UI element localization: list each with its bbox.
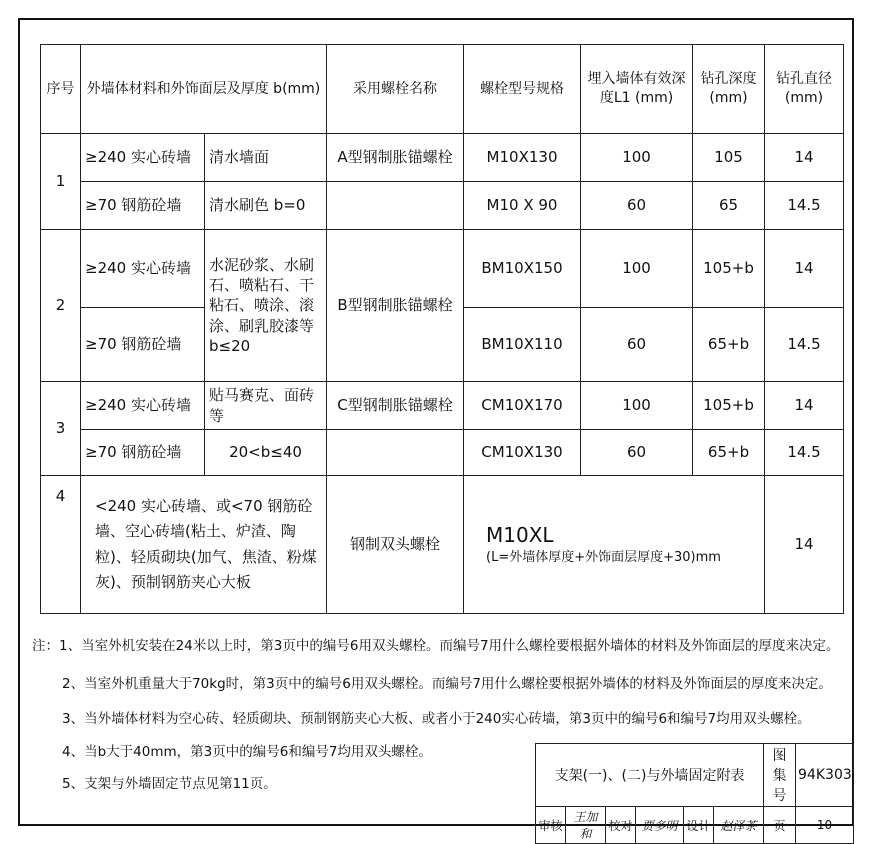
table-row: [41, 134, 844, 182]
note-1: 注：1、当室外机安装在24米以上时，第3页中的编号6用双头螺栓。而编号7用什么螺栓要根据外墙体的材料及外饰面层的厚度来决定。: [32, 638, 840, 654]
table-row: [41, 430, 844, 476]
drill-depth: 65+b: [693, 430, 765, 476]
row-seq: 2: [41, 230, 81, 382]
drill-dia: 14.5: [765, 182, 844, 230]
bolt-spec: M10XL: [486, 523, 554, 548]
header-bolt-spec: 螺栓型号规格: [464, 45, 581, 134]
atlas-number: 94K303: [796, 744, 854, 807]
design-signature: 赵泽茶: [714, 807, 764, 844]
note-3: 3、当外墙体材料为空心砖、轻质砌块、预制钢筋夹心大板、或者小于240实心砖墙，第3页中的编号6和编号7均用双头螺栓。: [62, 711, 811, 727]
bolt-spec: CM10X170: [464, 382, 581, 430]
drill-depth: 65+b: [693, 308, 765, 382]
note-5: 5、支架与外墙固定节点见第11页。: [62, 776, 277, 792]
bolt-spec: M10 X 90: [464, 182, 581, 230]
table-row: [41, 476, 844, 614]
atlas-label: 图集号: [764, 744, 796, 807]
page-label: 页: [764, 807, 796, 844]
finish-layer: 20<b≤40: [205, 430, 327, 476]
drill-dia: 14: [765, 134, 844, 182]
embed-depth: 60: [581, 182, 693, 230]
row-seq: 1: [41, 134, 81, 230]
title-block: [535, 743, 854, 844]
drill-dia: 14.5: [765, 430, 844, 476]
header-row: [41, 45, 844, 134]
review-label: 审核: [536, 807, 566, 844]
finish-layer: 水泥砂浆、水刷石、喷粘石、干粘石、喷涂、滚涂、刷乳胶漆等 b≤20: [205, 230, 327, 382]
finish-layer: 贴马赛克、面砖等: [205, 382, 327, 430]
drill-dia: 14: [765, 382, 844, 430]
wall-material: <240 实心砖墙、或<70 钢筋砼墙、空心砖墙(粘土、炉渣、陶粒)、轻质砌块(加气、焦渣、粉煤灰)、预制钢筋夹心大板: [81, 476, 327, 614]
drill-dia: 14: [765, 230, 844, 308]
embed-depth: 100: [581, 382, 693, 430]
header-embed-depth: 埋入墙体有效深度L1 (mm): [581, 45, 693, 134]
bolt-spec-formula: (L=外墙体厚度+外饰面层厚度+30)mm: [486, 550, 721, 566]
note-2: 2、当室外机重量大于70kg时，第3页中的编号6用双头螺栓。而编号7用什么螺栓要根据外墙体的材料及外饰面层的厚度来决定。: [62, 676, 832, 692]
note-4: 4、当b大于40mm，第3页中的编号6和编号7均用双头螺栓。: [62, 744, 432, 760]
header-drill-depth: 钻孔深度 (mm): [693, 45, 765, 134]
design-label: 设计: [684, 807, 714, 844]
bolt-spec: BM10X110: [464, 308, 581, 382]
header-bolt-name: 采用螺栓名称: [327, 45, 464, 134]
bolt-name: A型钢制胀锚螺栓: [327, 134, 464, 182]
header-drill-dia: 钻孔直径 (mm): [765, 45, 844, 134]
bolt-spec: BM10X150: [464, 230, 581, 308]
bolt-spec: CM10X130: [464, 430, 581, 476]
bolt-name-empty: [327, 182, 464, 230]
embed-depth: 100: [581, 134, 693, 182]
bolt-name: B型钢制胀锚螺栓: [327, 230, 464, 382]
check-label: 校对: [606, 807, 636, 844]
finish-layer: 清水刷色 b=0: [205, 182, 327, 230]
table-row: [41, 382, 844, 430]
drill-depth: 105+b: [693, 382, 765, 430]
drawing-title: 支架(一)、(二)与外墙固定附表: [536, 744, 764, 807]
drill-dia: 14.5: [765, 308, 844, 382]
table-row: [41, 230, 844, 308]
wall-material: ≥70 钢筋砼墙: [81, 308, 205, 382]
embed-depth: 100: [581, 230, 693, 308]
bolt-spec: M10X130: [464, 134, 581, 182]
header-seq: 序号: [41, 45, 81, 134]
bolt-name-empty: [327, 430, 464, 476]
bolt-name: C型钢制胀锚螺栓: [327, 382, 464, 430]
review-signature: 王加和: [566, 807, 606, 844]
drill-depth: 65: [693, 182, 765, 230]
wall-material: ≥70 钢筋砼墙: [81, 182, 205, 230]
wall-material: ≥70 钢筋砼墙: [81, 430, 205, 476]
bolt-spec-cell: [464, 476, 765, 614]
check-signature: 贾多明: [636, 807, 684, 844]
drill-depth: 105+b: [693, 230, 765, 308]
bolt-spec-table: [40, 44, 844, 614]
drill-depth: 105: [693, 134, 765, 182]
header-material: 外墙体材料和外饰面层及厚度 b(mm): [81, 45, 327, 134]
wall-material: ≥240 实心砖墙: [81, 230, 205, 308]
wall-material: ≥240 实心砖墙: [81, 382, 205, 430]
page-number: 10: [796, 807, 854, 844]
embed-depth: 60: [581, 308, 693, 382]
drill-dia: 14: [765, 476, 844, 614]
finish-layer: 清水墙面: [205, 134, 327, 182]
bolt-name: 钢制双头螺栓: [327, 476, 464, 614]
wall-material: ≥240 实心砖墙: [81, 134, 205, 182]
row-seq: 3: [41, 382, 81, 476]
table-row: [41, 182, 844, 230]
embed-depth: 60: [581, 430, 693, 476]
row-seq: 4: [41, 476, 81, 614]
